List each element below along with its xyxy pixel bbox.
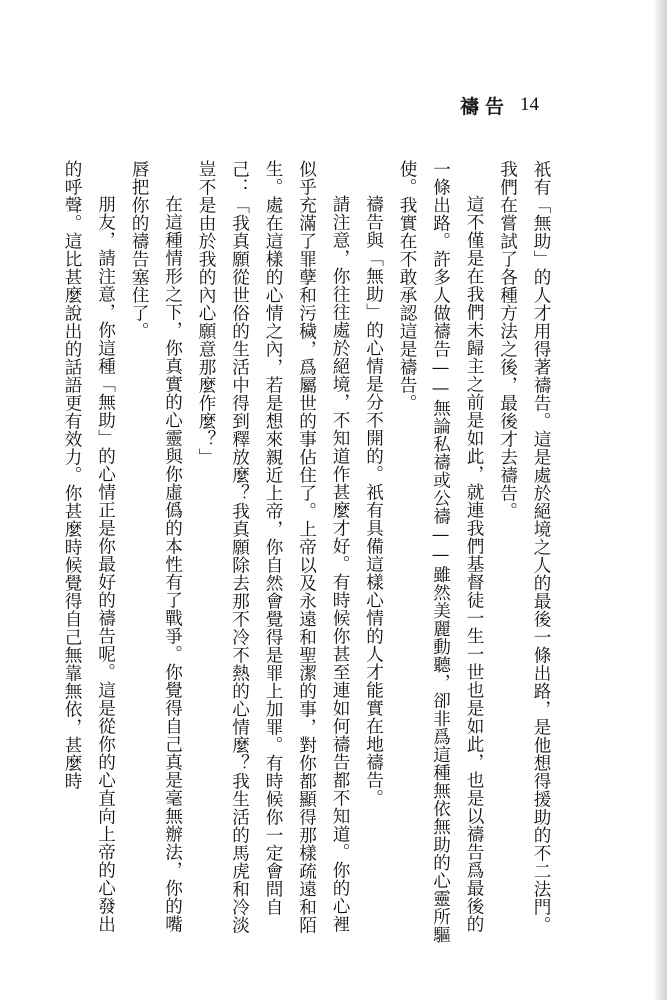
chapter-title: 禱告	[460, 95, 511, 118]
page-edge-shadow	[653, 0, 667, 1000]
paragraph-3: 禱告與「無助」的心情是分不開的。祇有具備這樣心情的人才能實在地禱告。	[363, 195, 384, 808]
paragraph-5: 在這種情形之下，你真實的心靈與你虛僞的本性有了戰爭。你覺得自己真是毫無辦法，你的嘴唇把你的禱告塞住了。	[129, 160, 183, 934]
running-header	[460, 92, 550, 118]
vertical-body-text	[55, 160, 558, 950]
paragraph-6: 朋友，請注意，你這種「無助」的心情正是你最好的禱告呢。這是從你的心直向上帝的心發出的呼聲。這比甚麼說出的話語更有效力。你甚麼時候覺得自己無靠無依，甚麼時	[62, 160, 116, 934]
paragraph-2: 這不僅是在我們未歸主之前是如此，就連我們基督徒一生一世也是如此，也是以禱告爲最後的一條出路。許多人做禱告——無論私禱或公禱——雖然美麗動聽，卻非爲這種無依無助的心靈所驅使。我實在不敢承認這是禱告。	[397, 160, 484, 944]
page-number: 14	[520, 94, 540, 115]
paragraph-1: 祇有「無助」的人才用得著禱告。這是處於絕境之人的最後一條出路，是他想得援助的不二法門。我們在嘗試了各種方法之後，最後才去禱告。	[497, 160, 551, 934]
paragraph-4: 請注意，你往往處於絕境，不知道作甚麼才好。有時候你甚至連如何禱告都不知道。你的心裡似乎充滿了罪孽和污穢，爲屬世的事佔住了。上帝以及永遠和聖潔的事，對你都顯得那樣疏遠和陌生。處在這樣的心情之內，若是想來親近上帝，你自然會覺得是罪上加罪。有時候你一定會問自己：「我真願從世俗的生活中得到釋放麼？我真願除去那不冷不熱的心情麼？我生活的馬虎和冷淡豈不是由於我的內心願意那麼作麼？」	[196, 160, 350, 934]
